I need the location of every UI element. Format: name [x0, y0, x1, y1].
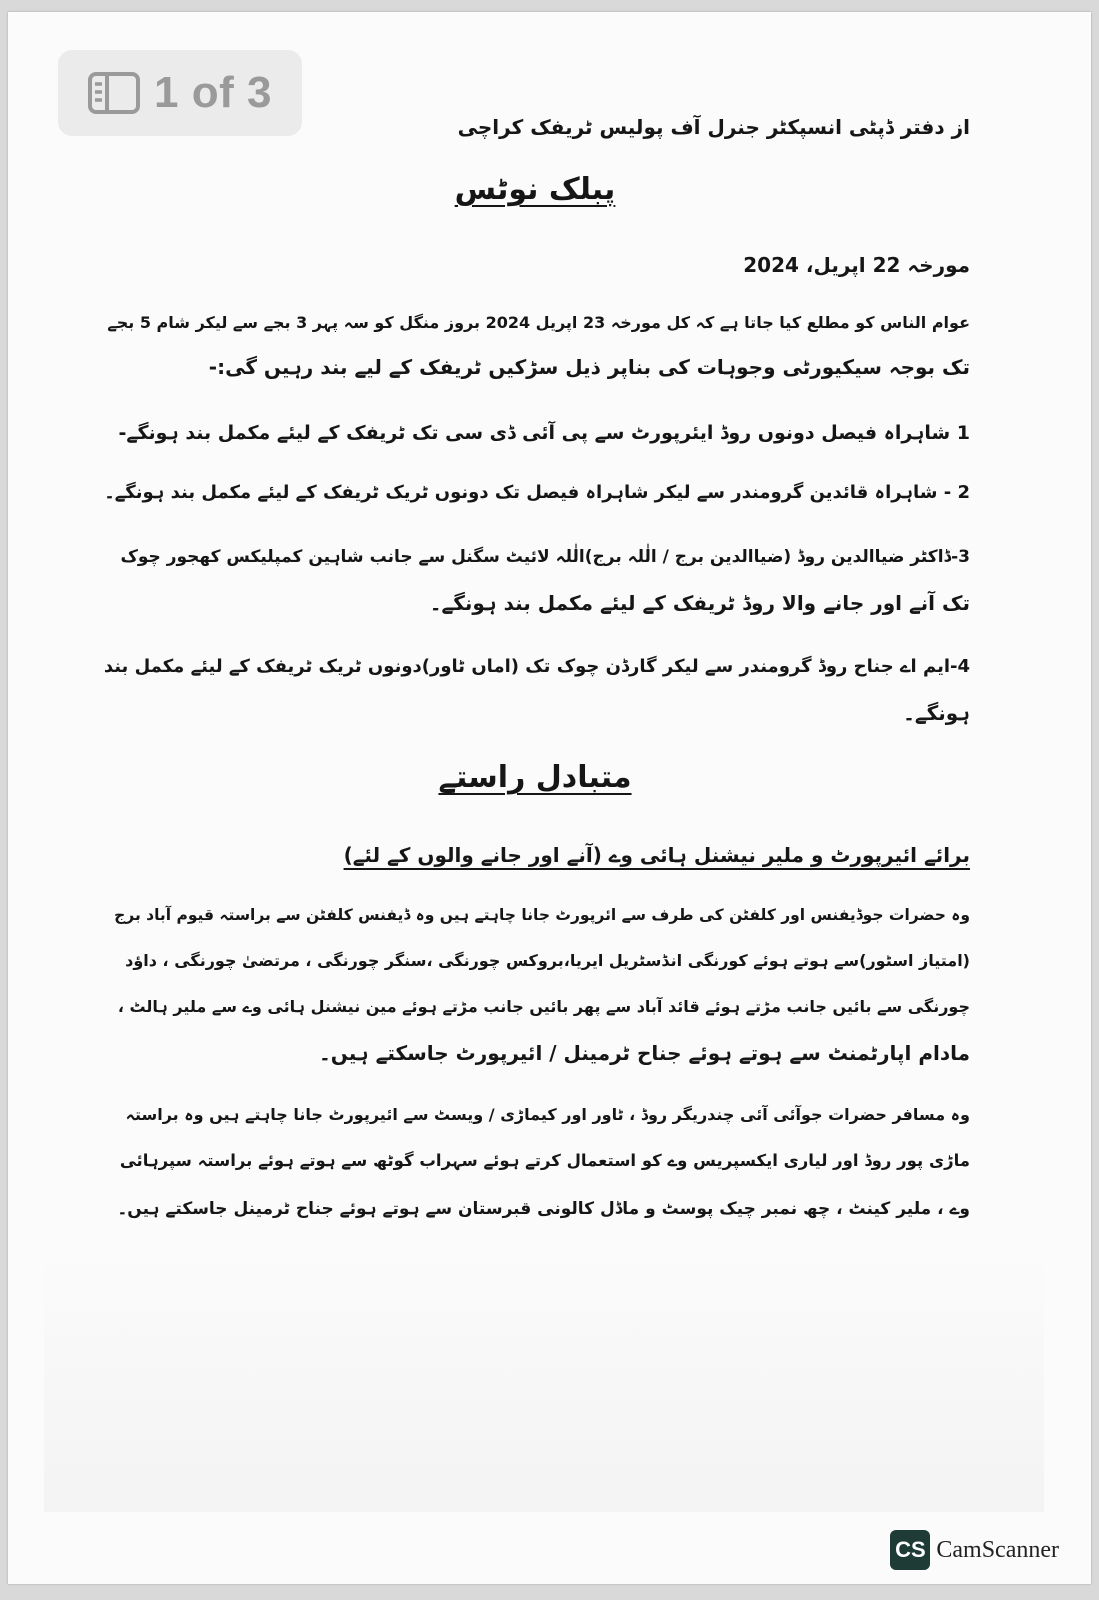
- intro-line-1: عوام الناس کو مطلع کیا جاتا ہے کہ کل مورخہ 23 اپریل 2024 بروز منگل کو سہ پہر 3 بجے سے لیکر شام 5 بجے: [107, 313, 970, 332]
- closure-item-4-line-1: 4-ایم اے جناح روڈ گرومندر سے لیکر گارڈن چوک تک (اماں ٹاور)دونوں ٹریک ٹریفک کے لیئے مکمل بند: [103, 656, 970, 677]
- alternate-routes-title: متبادل راستے: [438, 760, 632, 795]
- camscanner-text: CamScanner: [936, 1536, 1059, 1563]
- paragraph-1-line-3: چورنگی سے بائیں جانب مڑتے ہوئے قائد آباد سے پھر بائیں جانب مڑتے ہوئے مین نیشنل ہائی وے سے ملیر ہالٹ ،: [117, 997, 970, 1016]
- closure-item-4-line-2: ہونگے۔: [903, 701, 970, 725]
- camscanner-logo-icon: CS: [890, 1530, 930, 1570]
- paragraph-1-line-4: مادام اپارٹمنٹ سے ہوتے ہوئے جناح ٹرمینل / ائیرپورٹ جاسکتے ہیں۔: [319, 1041, 970, 1065]
- office-header: از دفتر ڈپٹی انسپکٹر جنرل آف پولیس ٹریفک کراچی: [457, 115, 970, 139]
- notice-date: مورخہ 22 اپریل، 2024: [743, 253, 970, 277]
- paragraph-1-line-1: وہ حضرات جوڈیفنس اور کلفٹن کی طرف سے ائرپورٹ جانا چاہتے ہیں وہ ڈیفنس کلفٹن سے براستہ قیوم آباد برج: [114, 906, 970, 924]
- paragraph-1-line-2: (امتیاز اسٹور)سے ہوتے ہوئے کورنگی انڈسٹریل ایریا،بروکس چورنگی ،سنگر چورنگی ، مرتضیٰ چورنگی ، داؤد: [125, 951, 970, 970]
- page-indicator-label: 1 of 3: [154, 68, 272, 117]
- closure-item-1: 1 شاہراہ فیصل دونوں روڈ ایئرپورٹ سے پی آئی ڈی سی تک ٹریفک کے لیئے مکمل بند ہونگے-: [118, 422, 970, 444]
- paragraph-2-line-2: ماڑی پور روڈ اور لیاری ایکسپریس وے کو استعمال کرتے ہوئے سہراب گوٹھ سے ہوتے ہوئے براستہ سپرہائی: [119, 1151, 970, 1170]
- page-indicator[interactable]: [58, 50, 302, 136]
- paragraph-2-line-3: وے ، ملیر کینٹ ، چھ نمبر چیک پوسٹ و ماڈل کالونی قبرستان سے ہوتے ہوئے جناح ٹرمینل جاسکتے ہیں۔: [117, 1199, 970, 1219]
- camscanner-watermark: [890, 1530, 1059, 1570]
- notice-title: پبلک نوٹس: [454, 172, 616, 207]
- paragraph-2-line-1: وہ مسافر حضرات جوآئی آئی چندریگر روڈ ، ٹاور اور کیماڑی / ویسٹ سے ائیرپورٹ جانا چاہتے ہیں وہ براستہ: [125, 1105, 970, 1124]
- closure-item-2: 2 - شاہراہ قائدین گرومندر سے لیکر شاہراہ فیصل تک دونوں ٹریک ٹریفک کے لیئے مکمل بند ہونگے۔: [104, 482, 970, 503]
- closure-item-3-line-1: 3-ڈاکٹر ضیاالدین روڈ (ضیاالدین برج / الٰلہ برج)الٰلہ لائیٹ سگنل سے جانب شاہین کمپلیکس کھجور چوک: [120, 547, 970, 567]
- route-heading: برائے ائیرپورٹ و ملیر نیشنل ہائی وے (آنے اور جانے والوں کے لئے): [343, 843, 970, 867]
- sidebar-icon[interactable]: [88, 72, 140, 114]
- intro-line-2: تک بوجہ سیکیورٹی وجوہات کی بناپر ذیل سڑکیں ٹریفک کے لیے بند رہیں گی:-: [208, 355, 970, 379]
- closure-item-3-line-2: تک آنے اور جانے والا روڈ ٹریفک کے لیئے مکمل بند ہونگے۔: [429, 591, 970, 615]
- document-page: [8, 12, 1091, 1584]
- page-shadow: [44, 1252, 1044, 1512]
